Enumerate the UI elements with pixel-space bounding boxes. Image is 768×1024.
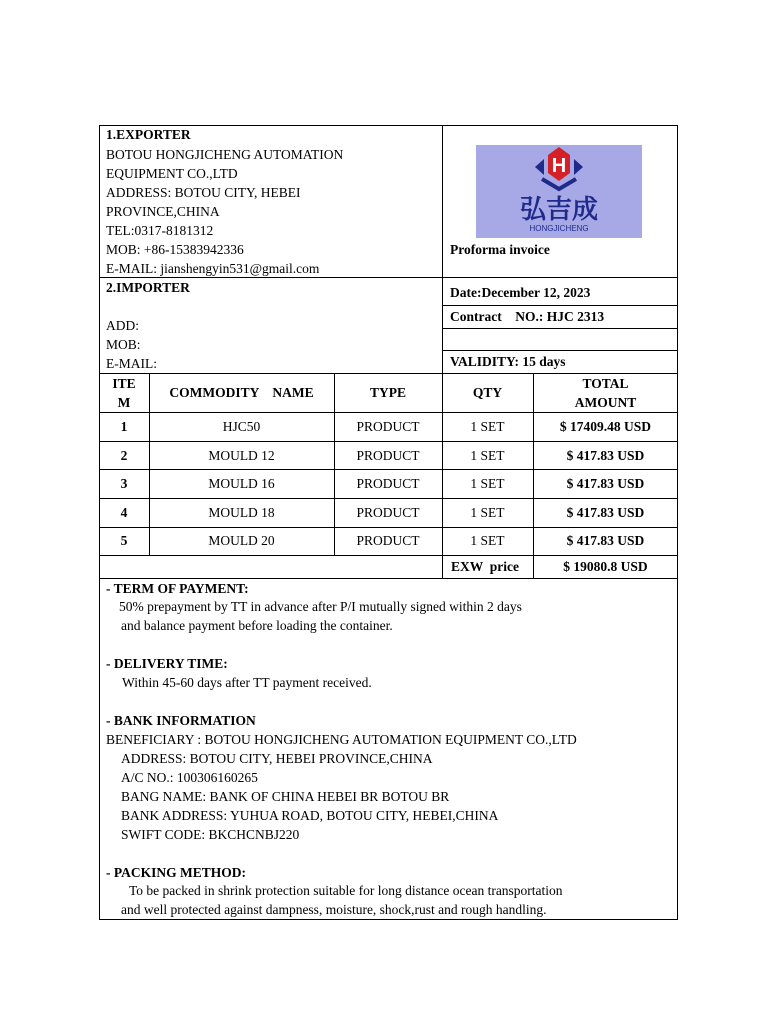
bank-line: BENEFICIARY : BOTOU HONGJICHENG AUTOMATION EQUIPMENT CO.,LTD (106, 732, 577, 747)
row-qty: 1 SET (470, 476, 505, 491)
row-type: PRODUCT (356, 448, 420, 463)
row-qty: 1 SET (470, 448, 505, 463)
row-type: PRODUCT (356, 476, 420, 491)
rule (99, 527, 678, 528)
rule (442, 350, 678, 351)
payment-line: and balance payment before loading the container. (121, 618, 393, 633)
delivery-heading: - DELIVERY TIME: (106, 656, 228, 671)
exporter-line: MOB: +86-15383942336 (106, 242, 244, 257)
col-header-qty: QTY (472, 385, 503, 400)
row-amount: $ 417.83 USD (566, 505, 645, 520)
rule (442, 305, 678, 306)
row-type: PRODUCT (356, 505, 420, 520)
row-type: PRODUCT (356, 533, 420, 548)
importer-mob-label: MOB: (106, 337, 141, 352)
row-type: PRODUCT (356, 419, 420, 434)
row-name: MOULD 12 (208, 448, 275, 463)
row-name: MOULD 16 (208, 476, 275, 491)
logo-chinese-text: 弘吉成 (519, 195, 599, 225)
row-amount: $ 417.83 USD (566, 476, 645, 491)
exporter-line: PROVINCE,CHINA (106, 204, 220, 219)
doc-title: Proforma invoice (450, 242, 550, 257)
payment-heading: - TERM OF PAYMENT: (106, 581, 249, 596)
row-item: 3 (120, 476, 128, 491)
row-name: HJC50 (222, 419, 261, 434)
validity: VALIDITY: 15 days (450, 354, 566, 369)
packing-heading: - PACKING METHOD: (106, 865, 246, 880)
col-header-total-line2: AMOUNT (574, 395, 637, 410)
col-header-type: TYPE (369, 385, 406, 400)
row-name: MOULD 20 (208, 533, 275, 548)
row-amount: $ 17409.48 USD (559, 419, 652, 434)
col-header-total (533, 374, 678, 412)
packing-line: To be packed in shrink protection suitable for long distance ocean transportation (129, 883, 563, 898)
row-qty: 1 SET (470, 533, 505, 548)
logo-english-text: HONGJICHENG (529, 224, 589, 233)
delivery-line: Within 45-60 days after TT payment received. (122, 675, 372, 690)
total-value: $ 19080.8 USD (563, 559, 648, 574)
importer-email-label: E-MAIL: (106, 356, 157, 371)
exporter-line: ADDRESS: BOTOU CITY, HEBEI (106, 185, 301, 200)
exporter-line: E-MAIL: jianshengyin531@gmail.com (106, 261, 320, 276)
packing-line: and well protected against dampness, moisture, shock,rust and rough handling. (121, 902, 547, 917)
col-header-commodity: COMMODITY NAME (169, 385, 314, 400)
rule (442, 328, 678, 329)
rule (99, 469, 678, 470)
bank-line: BANG NAME: BANK OF CHINA HEBEI BR BOTOU BR (121, 789, 450, 804)
row-item: 4 (120, 505, 128, 520)
exporter-line: BOTOU HONGJICHENG AUTOMATION (106, 147, 344, 162)
bank-line: A/C NO.: 100306160265 (121, 770, 258, 785)
rule (99, 412, 678, 413)
row-item: 1 (120, 419, 128, 434)
row-qty: 1 SET (470, 505, 505, 520)
rule (99, 441, 678, 442)
logo-emblem-icon (476, 145, 642, 238)
rule (99, 498, 678, 499)
bank-heading: - BANK INFORMATION (106, 713, 256, 728)
col-header-item (99, 374, 149, 412)
company-logo (476, 145, 642, 238)
payment-line: 50% prepayment by TT in advance after P/I mutually signed within 2 days (119, 599, 522, 614)
row-amount: $ 417.83 USD (566, 448, 645, 463)
importer-add-label: ADD: (106, 318, 139, 333)
bank-line: SWIFT CODE: BKCHCNBJ220 (121, 827, 300, 842)
row-amount: $ 417.83 USD (566, 533, 645, 548)
contract-number: Contract NO.: HJC 2313 (450, 309, 605, 324)
total-label: EXW price (451, 559, 519, 574)
bank-line: BANK ADDRESS: YUHUA ROAD, BOTOU CITY, HEBEI,CHINA (121, 808, 499, 823)
col-header-item-line2: M (117, 395, 131, 410)
logo-emblem-letter: H (551, 155, 567, 177)
rule (99, 555, 678, 556)
col-header-total-line1: TOTAL (582, 376, 629, 391)
row-name: MOULD 18 (208, 505, 275, 520)
row-item: 5 (120, 533, 128, 548)
importer-heading: 2.IMPORTER (106, 280, 190, 295)
col-header-item-line1: ITE (112, 376, 136, 391)
bank-line: ADDRESS: BOTOU CITY, HEBEI PROVINCE,CHINA (121, 751, 433, 766)
exporter-line: EQUIPMENT CO.,LTD (106, 166, 238, 181)
exporter-heading: 1.EXPORTER (106, 127, 191, 142)
exporter-line: TEL:0317-8181312 (106, 223, 214, 238)
row-qty: 1 SET (470, 419, 505, 434)
row-item: 2 (120, 448, 128, 463)
invoice-date: Date:December 12, 2023 (450, 285, 591, 300)
